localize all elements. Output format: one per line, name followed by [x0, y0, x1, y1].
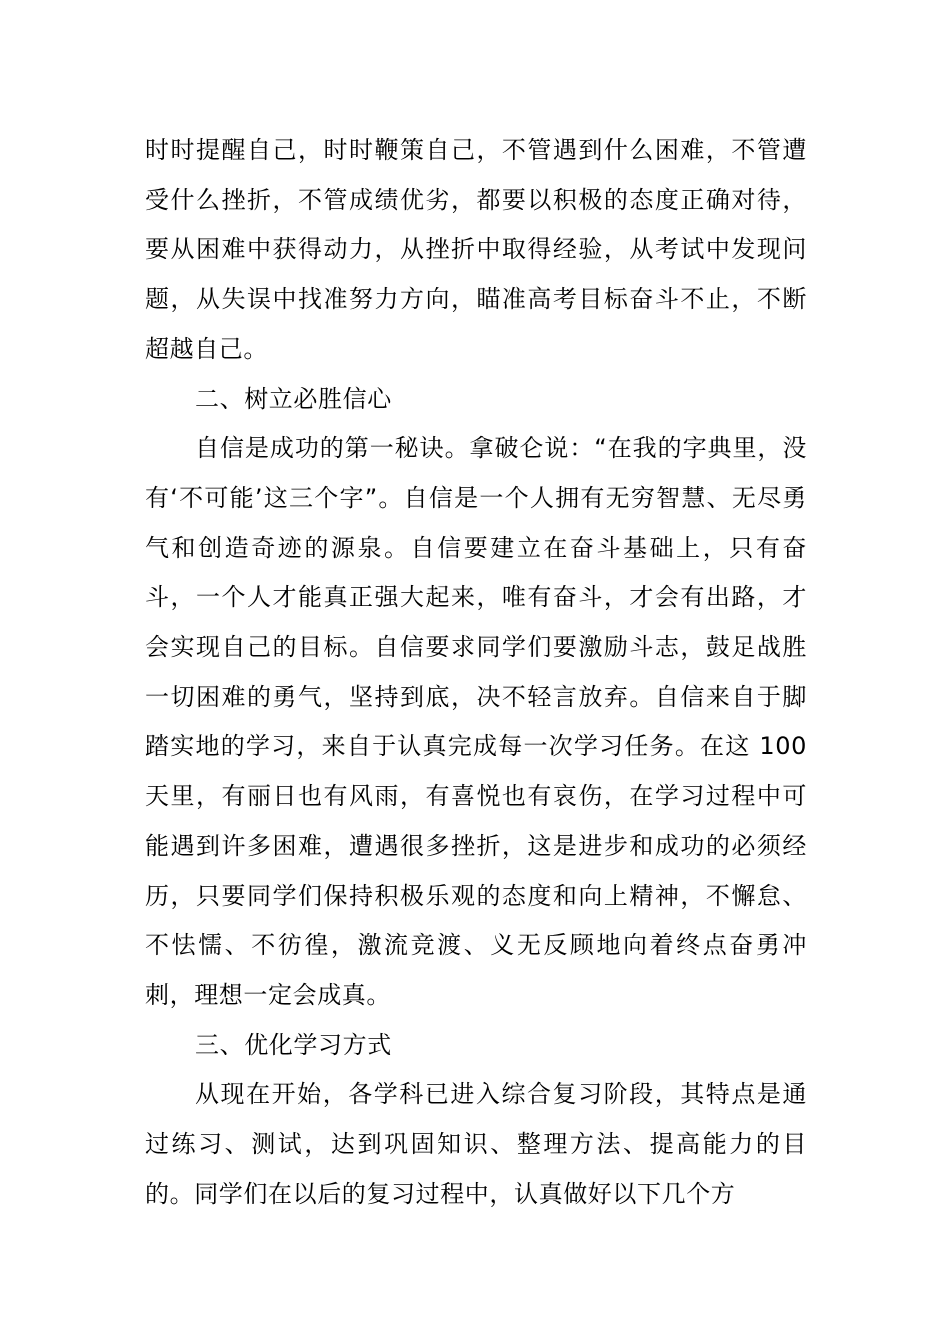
- paragraph-confidence: 自信是成功的第一秘诀。拿破仑说：“在我的字典里，没有‘不可能’这三个字”。自信是一个人拥有无穷智慧、无尽勇气和创造奇迹的源泉。自信要建立在奋斗基础上，只有奋斗，一个人才能真正强大起来，唯有奋斗，才会有出路，才会实现自己的目标。自信要求同学们要激励斗志，鼓足战胜一切困难的勇气，坚持到底，决不轻言放弃。自信来自于脚踏实地的学习，来自于认真完成每一次学习任务。在这 100 天里，有丽日也有风雨，有喜悦也有哀伤，在学习过程中可能遇到许多困难，遭遇很多挫折，这是进步和成功的必须经历，只要同学们保持积极乐观的态度和向上精神，不懈怠、不怯懦、不彷徨，激流竞渡、义无反顾地向着终点奋勇冲刺，理想一定会成真。: [145, 434, 807, 1009]
- section-heading-3: 三、优化学习方式: [195, 1030, 392, 1059]
- paragraph-continuation: 时时提醒自己，时时鞭策自己，不管遇到什么困难，不管遭受什么挫折，不管成绩优劣，都要以积极的态度正确对待，要从困难中获得动力，从挫折中取得经验，从考试中发现问题，从失误中找准努力方向，瞄准高考目标奋斗不止，不断超越自己。: [145, 136, 807, 363]
- section-heading-2: 二、树立必胜信心: [195, 384, 392, 413]
- paragraph-study-method: 从现在开始，各学科已进入综合复习阶段，其特点是通过练习、测试，达到巩固知识、整理方法、提高能力的目的。同学们在以后的复习过程中，认真做好以下几个方: [145, 1080, 807, 1208]
- document-body: [145, 126, 807, 1219]
